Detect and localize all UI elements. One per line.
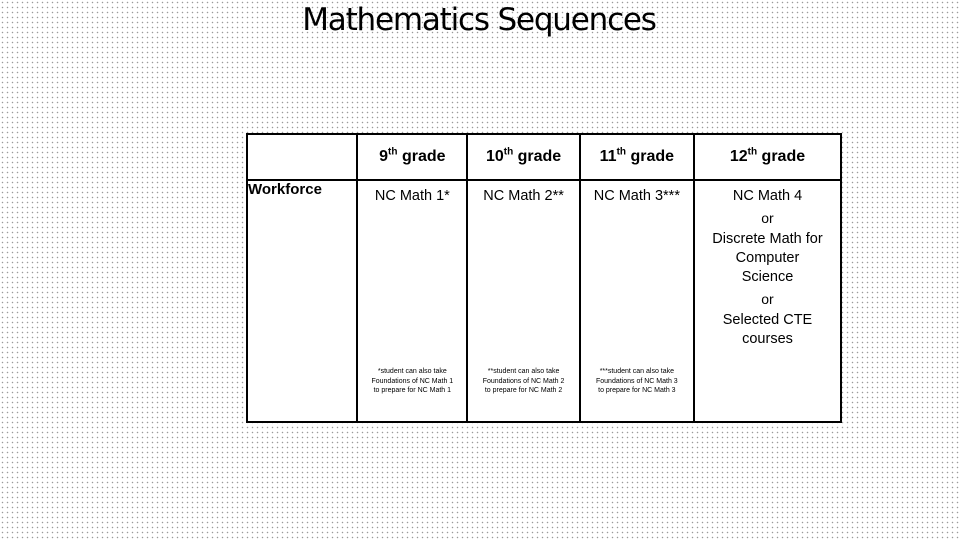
grade-12-cell — [694, 180, 841, 422]
grade-10-cell — [467, 180, 579, 422]
grade-11-footnote — [581, 367, 693, 396]
header-grade-10 — [467, 134, 579, 180]
grade-suffix: th — [747, 146, 758, 158]
header-row — [247, 134, 841, 180]
grade-12-option-line: Selected CTE — [722, 312, 813, 328]
grade-11-course: NC Math 3*** — [593, 188, 680, 204]
grade-12-option-line: Science — [741, 269, 794, 285]
footnote-line: ***student can also take — [599, 368, 675, 375]
header-grade-12 — [694, 134, 841, 180]
grade-word: grade — [626, 148, 675, 165]
grade-9-cell — [357, 180, 467, 422]
footnote-line: to prepare for NC Math 1 — [373, 387, 452, 394]
grade-9-footnote — [358, 367, 466, 396]
or-separator: or — [761, 210, 774, 226]
grade-12-option-line: Discrete Math for — [712, 231, 823, 247]
grade-number: 10 — [485, 148, 504, 165]
grade-12-option-nc-math-4: NC Math 4 — [732, 188, 803, 204]
grade-9-course: NC Math 1* — [374, 188, 450, 204]
footnote-line: Foundations of NC Math 2 — [482, 377, 565, 385]
footnote-line: Foundations of NC Math 3 — [595, 377, 678, 385]
header-grade-11 — [580, 134, 694, 180]
grade-suffix: th — [503, 146, 514, 158]
header-grade-9 — [357, 134, 467, 180]
grade-number: 12 — [729, 148, 748, 165]
footnote-line: **student can also take — [487, 368, 560, 375]
grade-12-option-line: courses — [742, 331, 793, 347]
math-sequence-table — [246, 133, 842, 423]
grade-number: 11 — [599, 148, 617, 165]
slide-title: Mathematics Sequences — [302, 2, 656, 38]
grade-12-options — [695, 181, 840, 349]
grade-11-cell — [580, 180, 694, 422]
grade-suffix: th — [616, 146, 627, 158]
grade-10-course: NC Math 2** — [483, 188, 564, 204]
grade-word: grade — [397, 148, 446, 165]
grade-number: 9 — [379, 148, 389, 165]
footnote-line: to prepare for NC Math 2 — [484, 387, 563, 394]
header-corner-cell — [247, 134, 357, 180]
footnote-line: Foundations of NC Math 1 — [371, 377, 454, 385]
footnote-line: *student can also take — [377, 368, 447, 375]
grade-10-footnote — [468, 367, 578, 396]
grade-word: grade — [513, 148, 562, 165]
grade-word: grade — [757, 148, 806, 165]
row-label-workforce: Workforce — [247, 180, 357, 422]
footnote-line: to prepare for NC Math 3 — [598, 387, 676, 394]
workforce-row — [247, 180, 841, 422]
grade-12-option-line: Computer — [735, 250, 800, 266]
grade-suffix: th — [388, 146, 398, 158]
or-separator: or — [761, 291, 774, 307]
